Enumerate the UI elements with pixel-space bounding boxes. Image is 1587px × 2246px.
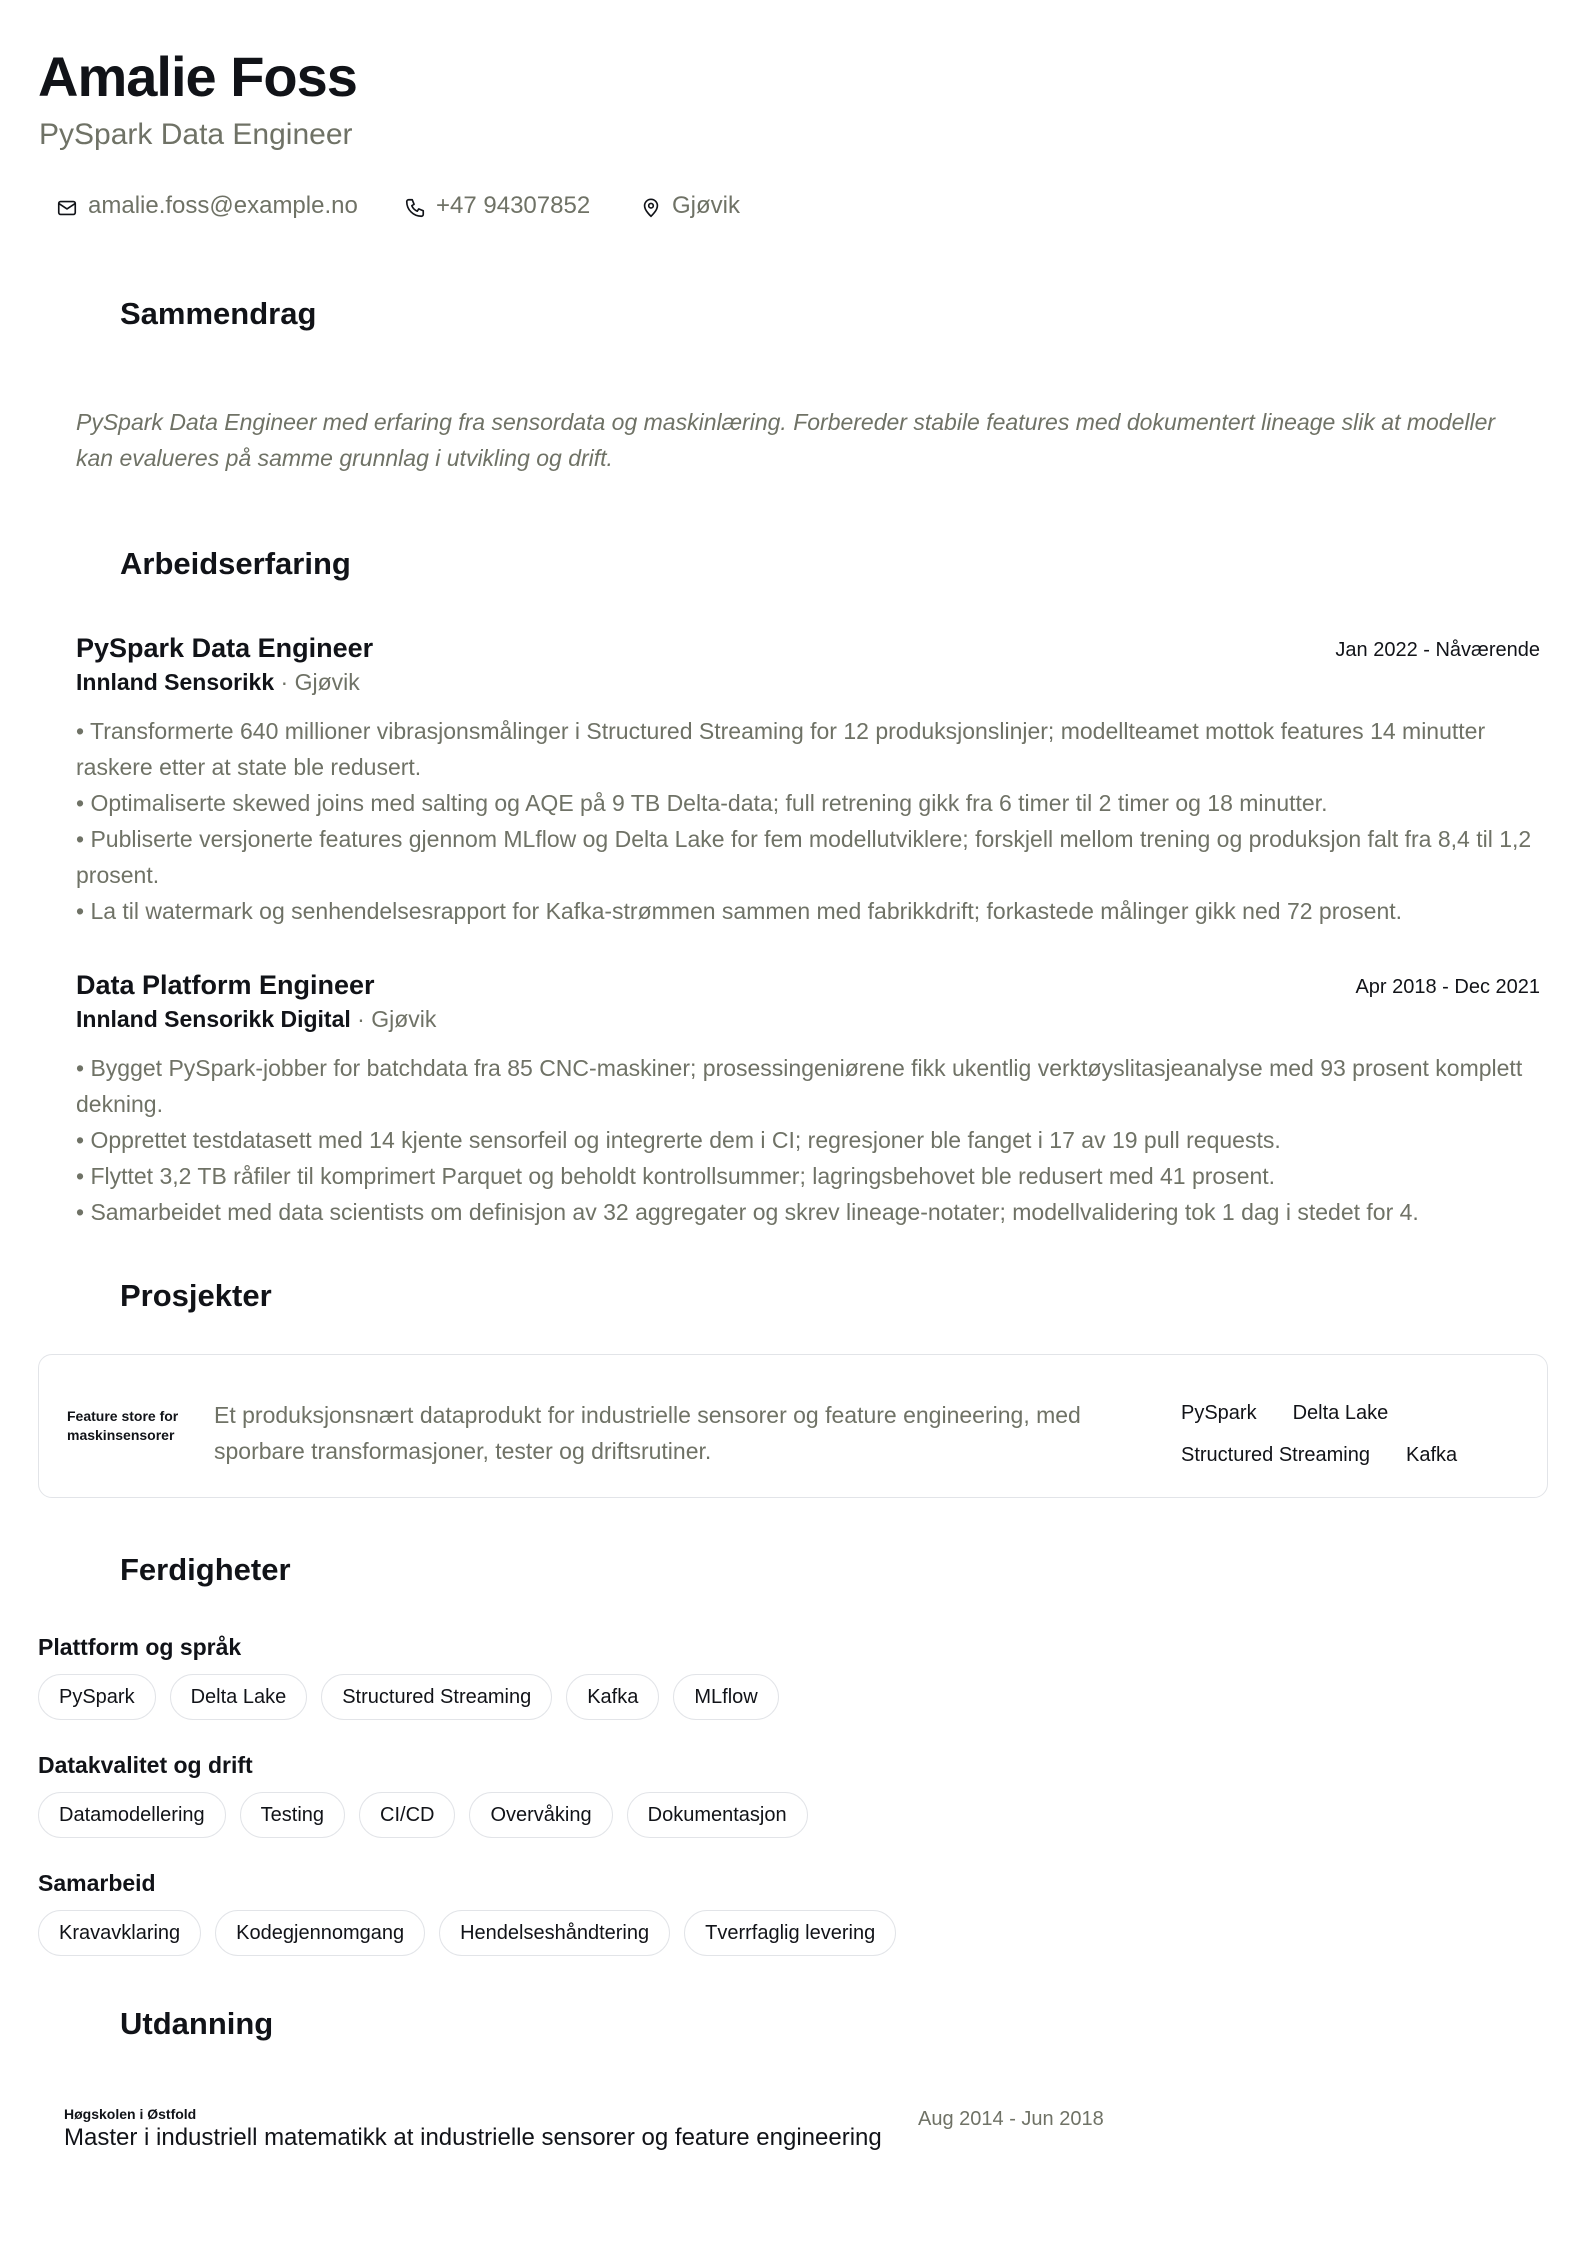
- phone-text: +47 94307852: [436, 192, 591, 219]
- job-bullet: • Samarbeidet med data scientists om definisjon av 32 aggregater og skrev lineage-notater; modellvalidering tok 1 dag i stedet for 4.: [76, 1199, 1419, 1225]
- section-title-experience: Arbeidserfaring: [120, 546, 351, 581]
- project-tag: PySpark: [1181, 1402, 1257, 1424]
- job-bullet: • Optimaliserte skewed joins med salting og AQE på 9 TB Delta-data; full retrening gikk fra 6 timer til 2 timer og 18 minutter.: [76, 790, 1328, 816]
- job-bullets: [76, 1050, 1556, 1230]
- job-dates: Apr 2018 - Dec 2021: [1355, 976, 1540, 998]
- contact-location: [640, 192, 740, 220]
- skill-chip: CI/CD: [359, 1792, 455, 1838]
- job-title: PySpark Data Engineer: [76, 633, 374, 663]
- project-card: [38, 1354, 1548, 1498]
- candidate-role: PySpark Data Engineer: [39, 118, 353, 151]
- skill-chip: Kravavklaring: [38, 1910, 201, 1956]
- phone-icon: [404, 197, 426, 219]
- summary-text: PySpark Data Engineer med erfaring fra sensordata og maskinlæring. Forbereder stabile features med dokumentert lineage slik at modeller kan evalueres på samme grunnlag i utvikling og drift.: [76, 409, 1496, 471]
- skill-chips: [38, 1674, 779, 1720]
- job-bullet: • Transformerte 640 millioner vibrasjonsmålinger i Structured Streaming for 12 produksjonslinjer; modellteamet mottok features 14 minutter raskere etter at state ble redusert.: [76, 718, 1486, 780]
- section-title-education: Utdanning: [120, 2006, 274, 2041]
- job-location: Gjøvik: [371, 1006, 437, 1032]
- job-entry: [76, 970, 1556, 1230]
- skill-group-title: Samarbeid: [38, 1870, 156, 1896]
- contact-phone[interactable]: [404, 192, 640, 220]
- section-title-skills: Ferdigheter: [120, 1552, 291, 1587]
- project-tags: [1181, 1399, 1501, 1469]
- skill-chip: Datamodellering: [38, 1792, 226, 1838]
- skill-chip: Dokumentasjon: [627, 1792, 808, 1838]
- education-dates: Aug 2014 - Jun 2018: [918, 2108, 1104, 2130]
- job-bullet: • Bygget PySpark-jobber for batchdata fra 85 CNC-maskiner; prosessingeniørene fikk ukentlig verktøyslitasjeanalyse med 93 prosent komplett dekning.: [76, 1055, 1523, 1117]
- section-title-summary: Sammendrag: [120, 296, 317, 331]
- skill-chips: [38, 1910, 896, 1956]
- skill-chip: Tverrfaglig levering: [684, 1910, 896, 1956]
- skill-group: [38, 1866, 896, 1956]
- skill-group: [38, 1748, 808, 1838]
- education-degree: Master i industriell matematikk at industrielle sensorer og feature engineering: [64, 2124, 882, 2151]
- location-text: Gjøvik: [672, 192, 740, 219]
- skill-chip: Kafka: [566, 1674, 659, 1720]
- job-bullet: • La til watermark og senhendelsesrapport for Kafka-strømmen sammen med fabrikkdrift; forkastede målinger gikk ned 72 prosent.: [76, 898, 1403, 924]
- skill-group-title: Plattform og språk: [38, 1634, 242, 1660]
- skill-group-title: Datakvalitet og drift: [38, 1752, 253, 1778]
- job-company-line: Innland Sensorikk · Gjøvik: [76, 669, 360, 695]
- skill-chip: Delta Lake: [170, 1674, 308, 1720]
- skill-chip: Structured Streaming: [321, 1674, 552, 1720]
- project-tag: Kafka: [1405, 1444, 1458, 1466]
- candidate-name: Amalie Foss: [38, 45, 357, 108]
- job-entry: [76, 633, 1556, 929]
- skill-group: [38, 1630, 779, 1720]
- job-bullet: • Publiserte versjonerte features gjennom MLflow og Delta Lake for fem modellutviklere; forskjell mellom trening og produksjon falt fra 8,4 til 1,2 prosent.: [76, 826, 1532, 888]
- job-bullets: [76, 713, 1556, 929]
- job-bullet: • Opprettet testdatasett med 14 kjente sensorfeil og integrerte dem i CI; regresjoner ble fanget i 17 av 19 pull requests.: [76, 1127, 1281, 1153]
- skill-chip: PySpark: [38, 1674, 156, 1720]
- job-company-line: Innland Sensorikk Digital · Gjøvik: [76, 1006, 437, 1032]
- job-title: Data Platform Engineer: [76, 970, 375, 1000]
- location-pin-icon: [640, 197, 662, 219]
- skill-chip: MLflow: [673, 1674, 778, 1720]
- job-company: Innland Sensorikk Digital: [76, 1006, 351, 1032]
- job-company: Innland Sensorikk: [76, 669, 275, 695]
- contact-email[interactable]: [56, 192, 404, 220]
- project-tag: Structured Streaming: [1181, 1444, 1370, 1466]
- mail-icon: [56, 197, 78, 219]
- skill-chip: Overvåking: [469, 1792, 612, 1838]
- job-bullet: • Flyttet 3,2 TB råfiler til komprimert Parquet og beholdt kontrollsummer; lagringsbehovet ble redusert med 41 prosent.: [76, 1163, 1276, 1189]
- skill-chip: Hendelseshåndtering: [439, 1910, 670, 1956]
- project-description: Et produksjonsnært dataprodukt for industrielle sensorer og feature engineering, med sporbare transformasjoner, tester og driftsrutiner.: [214, 1402, 1081, 1464]
- contact-bar: [56, 192, 740, 220]
- project-name: Feature store for maskinsensorer: [67, 1408, 179, 1443]
- job-location: Gjøvik: [294, 669, 360, 695]
- skill-chip: Kodegjennomgang: [215, 1910, 425, 1956]
- email-text: amalie.foss@example.no: [88, 192, 358, 219]
- section-title-projects: Prosjekter: [120, 1278, 272, 1313]
- project-tag: Delta Lake: [1292, 1402, 1389, 1424]
- skill-chip: Testing: [240, 1792, 345, 1838]
- job-dates: Jan 2022 - Nåværende: [1335, 639, 1540, 661]
- education-school: Høgskolen i Østfold: [64, 2106, 197, 2122]
- skill-chips: [38, 1792, 808, 1838]
